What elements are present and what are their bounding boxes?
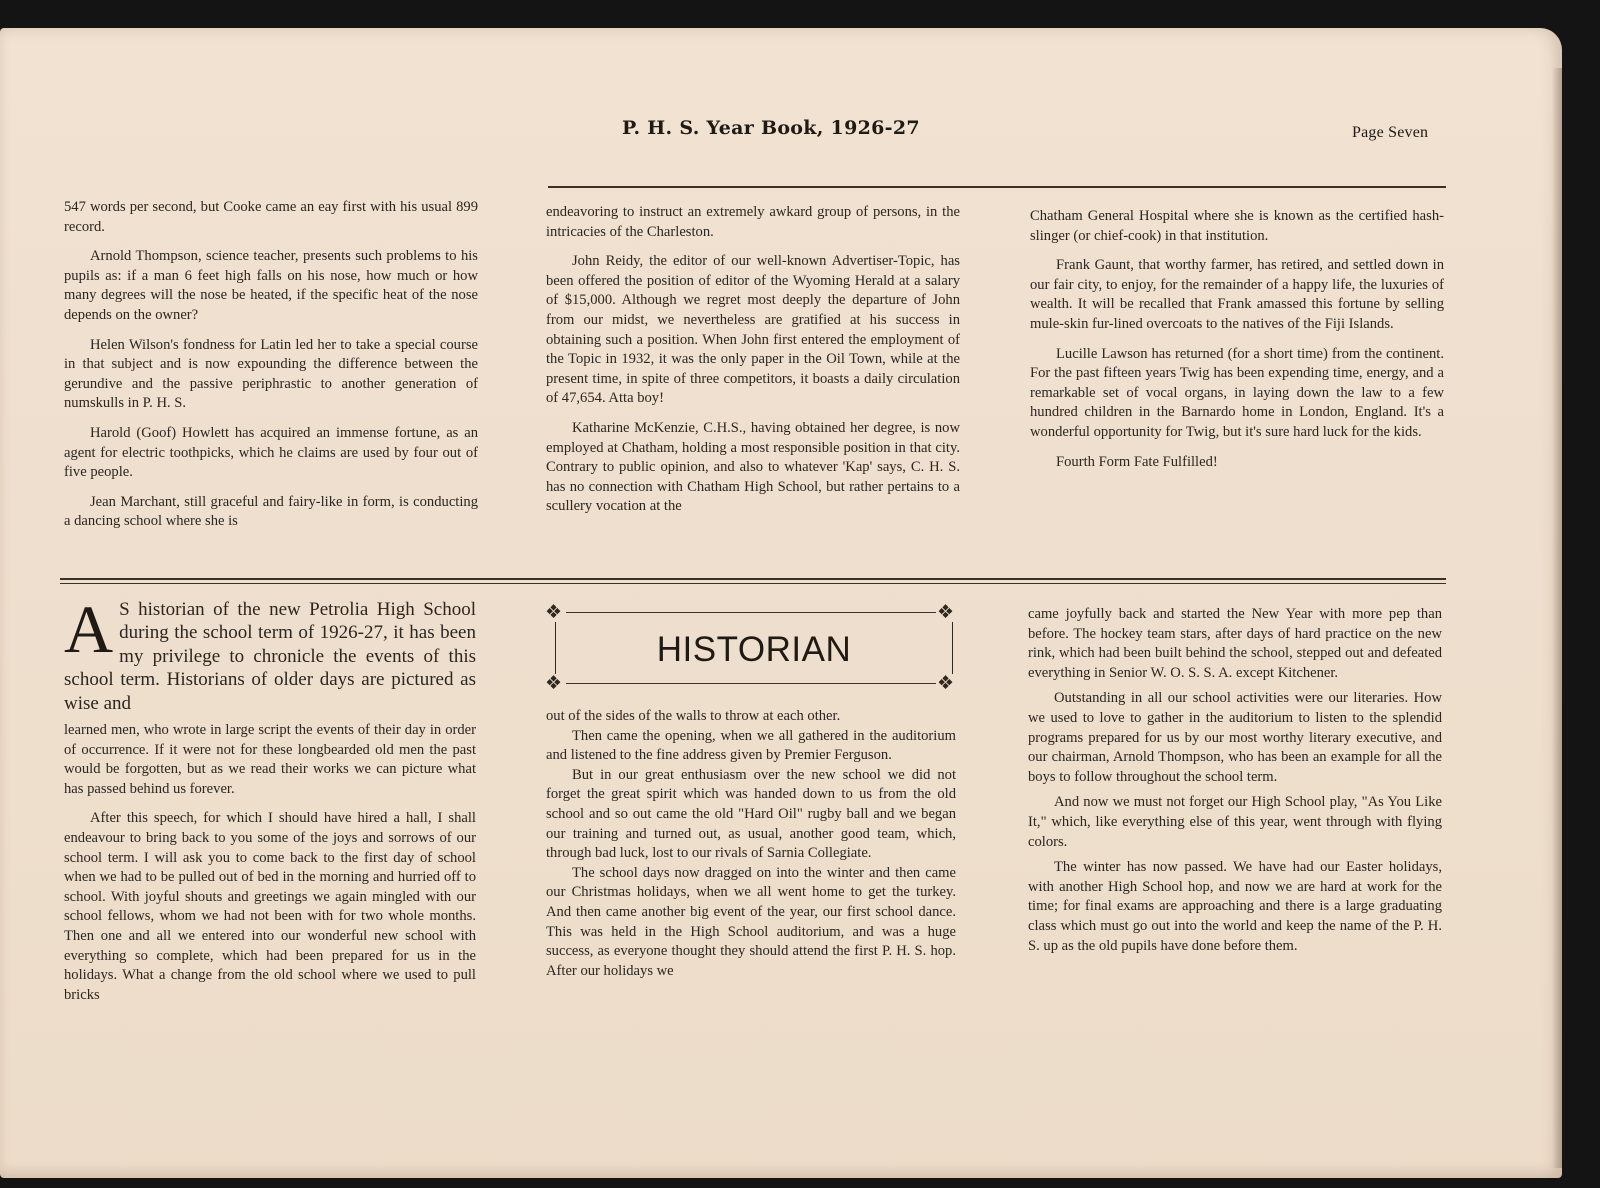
yearbook-header-title: P. H. S. Year Book, 1926-27 [622, 117, 920, 139]
paragraph: Katharine McKenzie, C.H.S., having obtained her degree, is now employed at Chatham, holding a most responsible position in that city. Contrary to public opinion, and also to whatever 'Kap' says, C. H. S. has no connection with Chatham High School, but rather pertains to a scullery vocation at the [546, 419, 960, 515]
section-divider-bottom [60, 583, 1446, 584]
page-number: Page Seven [1352, 124, 1429, 141]
paragraph: And now we must not forget our High School play, "As You Like It," which, like everything else of this year, went through with flying colors. [1028, 794, 1442, 850]
historian-column-1 [64, 591, 476, 1005]
section-closing-line: Fourth Form Fate Fulfilled! [1056, 453, 1218, 470]
paragraph: Then came the opening, when we all gathered in the auditorium and listened to the fine address given by Premier Ferguson. [546, 727, 956, 764]
prophecy-column-2 [546, 203, 960, 517]
historian-column-2 [546, 707, 956, 981]
flourish-ornament-icon: ❖ [545, 672, 563, 694]
paragraph: Outstanding in all our school activities were our literaries. How we used to love to gather in the auditorium to listen to the splendid programs prepared for us by our most worthy literary executive, and our chairman, Arnold Thompson, who has been an example for all the boys to follow throughout the school term. [1028, 690, 1442, 785]
flourish-ornament-icon: ❖ [937, 601, 955, 623]
paragraph: The winter has now passed. We have had our Easter holidays, with another High School hop, and now we are hard at work for the time; for final exams are approaching and there is a large graduating class which must go out into the world and keep the name of the P. H. S. up as the old pupils have done before them. [1028, 859, 1442, 954]
paragraph: Lucille Lawson has returned (for a short time) from the continent. For the past fifteen years Twig has been expending time, energy, and a remarkable set of vocal organs, in laying down the law to a few hundred children in the Barnardo home in London, England. It's a wonderful opportunity for Twig, but it's sure hard luck for the kids. [1030, 345, 1444, 440]
historian-intro-text: S historian of the new Petrolia High School during the school term of 1926-27, it has been my privilege to chronicle the events of this school term. Historians of older days are pictured as wise and [64, 599, 476, 714]
paragraph: The school days now dragged on into the winter and then came our Christmas holidays, when we all went home to get the turkey. And then came another big event of the year, our first school dance. This was held in the High School auditorium, and was a huge success, as everyone thought they should attend the first P. H. S. hop. After our holidays we [546, 864, 956, 979]
paragraph: learned men, who wrote in large script the events of their day in order of occurrence. If it were not for these longbearded old men the past would be forgotten, but as we read their works we can picture what has passed behind us forever. [64, 722, 476, 797]
paragraph: 547 words per second, but Cooke came an eay first with his usual 899 record. [64, 199, 478, 235]
paragraph: Jean Marchant, still graceful and fairy-like in form, is conducting a dancing school where she is [64, 493, 478, 530]
paragraph: After this speech, for which I should have hired a hall, I shall endeavour to bring back to you some of the joys and sorrows of our school term. I will ask you to come back to the first day of school when we had to be pulled out of bed in the morning and hurried off to school. With joyful shouts and greetings we again mingled with our school fellows, whom we had not been with for two whole months. Then one and all we entered into our wonderful new school with everything so complete, which had been prepared for us in the holidays. What a change from the old school where we used to pull bricks [64, 810, 476, 1003]
paragraph: came joyfully back and started the New Year with more pep than before. The hockey team stars, after days of hard practice on the new rink, which had been built behind the school, stepped out and defeated everything in Senior W. O. S. S. A. except Kitchener. [1028, 606, 1442, 681]
paragraph: John Reidy, the editor of our well-known Advertiser-Topic, has been offered the position of editor of the Wyoming Herald at a salary of $15,000. Although we regret most deeply the departure of John from our midst, we nevertheless are gratified at his success in obtaining such a position. When John first entered the employment of the Topic in 1932, it was the only paper in the Oil Town, while at the present time, in spite of three competitors, it boasts a daily circulation of 47,654. Atta boy! [546, 253, 960, 407]
page-edge-shadow [1552, 68, 1562, 1168]
paragraph: Arnold Thompson, science teacher, presents such problems to his pupils as: if a man 6 feet high falls on his nose, how much or how many degrees will the nose be heated, if the specific heat of the nose depends on the owner? [64, 248, 478, 323]
historian-column-3 [1028, 605, 1442, 956]
paragraph: endeavoring to instruct an extremely awkard group of persons, in the intricacies of the Charleston. [546, 204, 960, 240]
historian-intro [64, 591, 476, 715]
prophecy-column-1 [64, 198, 478, 532]
title-box-bottom-line [566, 683, 936, 684]
flourish-ornament-icon: ❖ [937, 672, 955, 694]
historian-title-box [555, 622, 953, 674]
flourish-ornament-icon: ❖ [545, 601, 563, 623]
paragraph: But in our great enthusiasm over the new school we did not forget the great spirit which was handed down to us from the old school and so out came the old "Hard Oil" rugby ball and we began our training and turned out, as usual, another good team, which, through bad luck, lost to our rivals of Sarnia Collegiate. [546, 766, 956, 862]
paragraph: Chatham General Hospital where she is known as the certified hash-slinger (or chief-cook) in that institution. [1030, 208, 1444, 244]
drop-cap: A [64, 591, 114, 667]
title-box-top-line [566, 612, 936, 613]
header-rule [548, 186, 1446, 188]
section-divider-top [60, 578, 1446, 580]
paragraph: out of the sides of the walls to throw at each other. [546, 708, 841, 724]
paragraph: Frank Gaunt, that worthy farmer, has retired, and settled down in our fair city, to enjoy, for the remainder of a happy life, the luxuries of wealth. It will be recalled that Frank amassed this fortune by selling mule-skin fur-lined overcoats to the natives of the Fiji Islands. [1030, 257, 1444, 332]
paragraph: Harold (Goof) Howlett has acquired an immense fortune, as an agent for electric toothpicks, which he claims are used by four out of five people. [64, 424, 478, 481]
historian-title: HISTORIAN [656, 630, 852, 669]
prophecy-column-3 [1030, 207, 1444, 472]
paragraph: Helen Wilson's fondness for Latin led her to take a special course in that subject and is now expounding the difference between the gerundive and the passive periphrastic to another generation of numskulls in P. H. S. [64, 336, 478, 412]
